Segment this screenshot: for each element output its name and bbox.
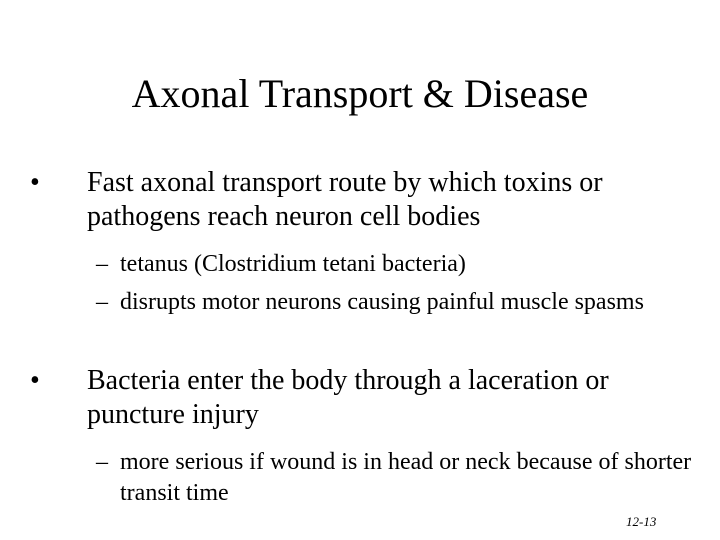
sub-bullet-text-2-1: more serious if wound is in head or neck because of shorter transit time <box>120 449 692 506</box>
sub-bullet-1-1 <box>96 249 696 280</box>
bullet-marker: • <box>30 167 40 198</box>
slide-title: Axonal Transport & Disease <box>131 71 589 116</box>
sub-bullet-marker: – <box>96 251 108 277</box>
bullet-marker: • <box>30 365 40 396</box>
bullet-text-1: Fast axonal transport route by which toxins or pathogens reach neuron cell bodies <box>87 167 603 232</box>
sub-bullet-1-2 <box>96 287 696 318</box>
sub-bullet-marker: – <box>96 289 108 315</box>
bullet-text-2: Bacteria enter the body through a laceration or puncture injury <box>87 365 609 430</box>
sub-bullet-marker: – <box>96 449 108 475</box>
page-number: 12-13 <box>626 514 657 529</box>
bullet-item-1 <box>30 166 705 234</box>
bullet-item-2 <box>30 364 705 432</box>
sub-bullet-text-1-1: tetanus (Clostridium tetani bacteria) <box>120 251 466 277</box>
sub-bullet-2-1 <box>96 447 696 509</box>
sub-bullet-text-1-2: disrupts motor neurons causing painful muscle spasms <box>120 289 644 315</box>
